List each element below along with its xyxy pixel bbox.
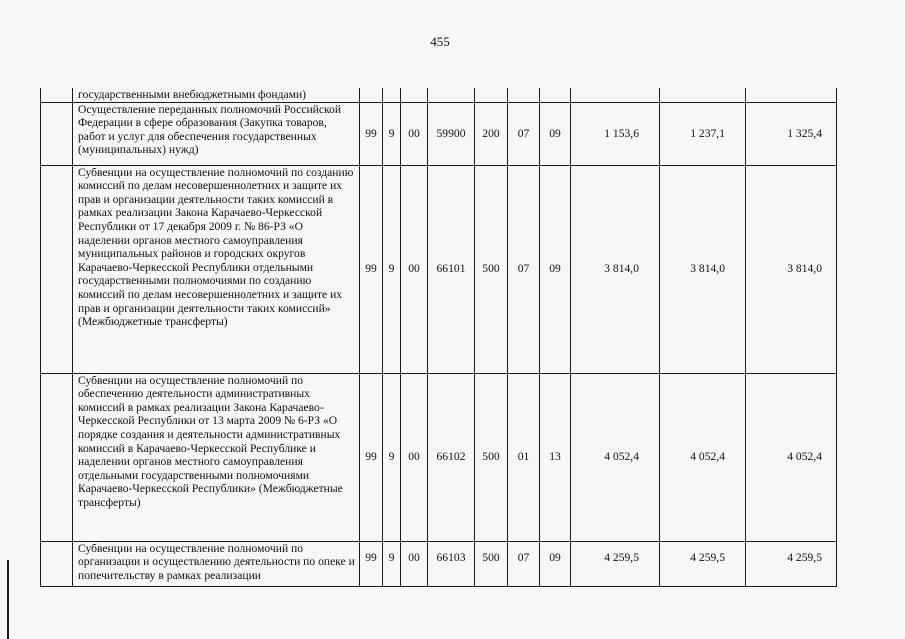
description-cell: Субвенции на осуществление полномочий по созданию комиссий по делам несовершеннолетних и защите их прав и организации деятельности таких комиссий в рамках реализации Закона Карачаево-Черкесской Республики от 17 декабря 2009 г. № 86-РЗ «О наделении органов местного самоуправления муниципальных районов и городских округов Карачаево-Черкесской Республики отдельными государственными полномочиями по созданию комиссий по делам несовершеннолетних и защите их прав и организации деятельности таких комиссий» (Межбюджетные трансферты)	[73, 165, 360, 373]
direction-code-cell: 66103	[428, 541, 475, 586]
amount-year3-cell	[746, 88, 837, 102]
event-code-cell: 00	[401, 165, 428, 373]
subprogram-code-cell: 9	[383, 541, 401, 586]
section-cell: 07	[508, 102, 540, 165]
subprogram-code-cell: 9	[383, 102, 401, 165]
subsection-cell: 09	[540, 541, 571, 586]
section-cell: 01	[508, 373, 540, 541]
amount-year1-cell	[571, 88, 660, 102]
subprogram-code-cell	[383, 88, 401, 102]
event-code-cell: 00	[401, 541, 428, 586]
amount-year3-cell: 1 325,4	[746, 102, 837, 165]
page-number: 455	[430, 34, 450, 49]
table-row	[41, 165, 837, 373]
expense-type-cell	[475, 88, 508, 102]
row-number-cell	[41, 165, 73, 373]
expense-type-cell: 200	[475, 102, 508, 165]
row-number-cell	[41, 88, 73, 102]
amount-year3-cell: 3 814,0	[746, 165, 837, 373]
direction-code-cell: 66102	[428, 373, 475, 541]
row-number-cell	[41, 102, 73, 165]
description-cell: государственными внебюджетными фондами)	[73, 88, 360, 102]
amount-year1-cell: 1 153,6	[571, 102, 660, 165]
section-cell	[508, 88, 540, 102]
description-cell: Субвенции на осуществление полномочий по обеспечению деятельности административных комиссий в рамках реализации Закона Карачаево-Черкесской Республики от 13 марта 2009 № 6-РЗ «О порядке создания и деятельности административных комиссий в Карачаево-Черкесской Республике и наделении органов местного самоуправления отдельными государственными полномочиями Карачаево-Черкесской Республики» (Межбюджетные трансферты)	[73, 373, 360, 541]
amount-year1-cell: 4 052,4	[571, 373, 660, 541]
direction-code-cell: 66101	[428, 165, 475, 373]
subprogram-code-cell: 9	[383, 373, 401, 541]
direction-code-cell: 59900	[428, 102, 475, 165]
subsection-cell: 13	[540, 373, 571, 541]
expense-type-cell: 500	[475, 373, 508, 541]
amount-year3-cell: 4 259,5	[746, 541, 837, 586]
section-cell: 07	[508, 541, 540, 586]
event-code-cell: 00	[401, 102, 428, 165]
program-code-cell: 99	[360, 541, 383, 586]
event-code-cell: 00	[401, 373, 428, 541]
amount-year1-cell: 4 259,5	[571, 541, 660, 586]
subsection-cell	[540, 88, 571, 102]
subprogram-code-cell: 9	[383, 165, 401, 373]
table-row	[41, 373, 837, 541]
amount-year2-cell: 1 237,1	[660, 102, 746, 165]
subsection-cell: 09	[540, 102, 571, 165]
subsection-cell: 09	[540, 165, 571, 373]
amount-year2-cell: 4 052,4	[660, 373, 746, 541]
table-row	[41, 102, 837, 165]
program-code-cell	[360, 88, 383, 102]
description-cell: Осуществление переданных полномочий Российской Федерации в сфере образования (Закупка товаров, работ и услуг для обеспечения государственных (муниципальных) нужд)	[73, 102, 360, 165]
row-number-cell	[41, 373, 73, 541]
amount-year2-cell	[660, 88, 746, 102]
amount-year2-cell: 3 814,0	[660, 165, 746, 373]
expense-type-cell: 500	[475, 165, 508, 373]
program-code-cell: 99	[360, 373, 383, 541]
direction-code-cell	[428, 88, 475, 102]
expense-type-cell: 500	[475, 541, 508, 586]
budget-table	[40, 88, 837, 587]
table-row	[41, 541, 837, 586]
scan-edge-line	[7, 560, 9, 639]
event-code-cell	[401, 88, 428, 102]
section-cell: 07	[508, 165, 540, 373]
amount-year1-cell: 3 814,0	[571, 165, 660, 373]
program-code-cell: 99	[360, 102, 383, 165]
amount-year2-cell: 4 259,5	[660, 541, 746, 586]
program-code-cell: 99	[360, 165, 383, 373]
description-cell: Субвенции на осуществление полномочий по организации и осуществлению деятельности по опеке и попечительству в рамках реализации	[73, 541, 360, 586]
row-number-cell	[41, 541, 73, 586]
amount-year3-cell: 4 052,4	[746, 373, 837, 541]
table-row	[41, 88, 837, 102]
